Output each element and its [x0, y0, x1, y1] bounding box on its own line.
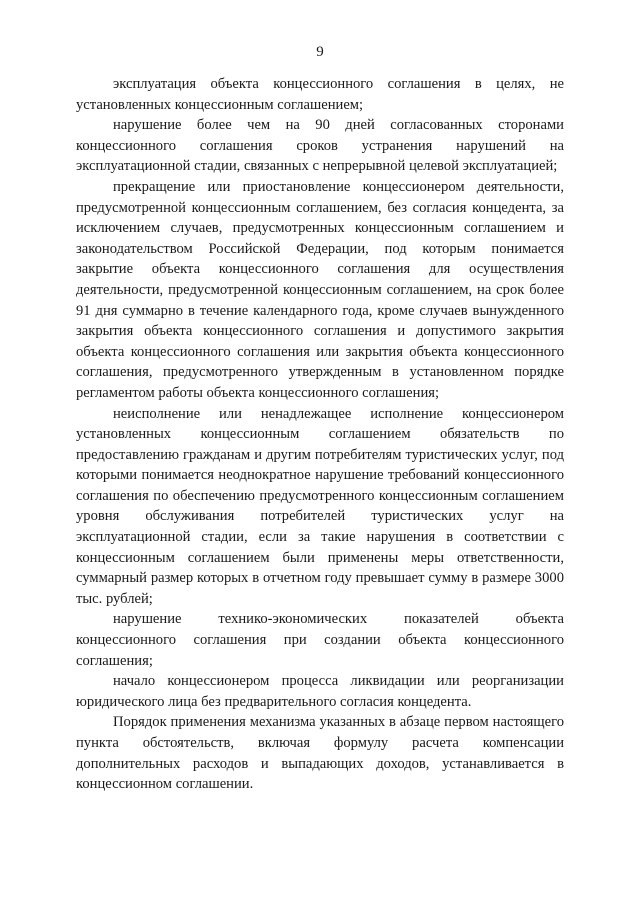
document-body: [76, 74, 564, 795]
paragraph-operation-misuse: эксплуатация объекта концессионного соглашения в целях, не установленных концессионным соглашением;: [76, 76, 564, 113]
paragraph-activity-suspension: прекращение или приостановление концессионером деятельности, предусмотренной концессионным соглашением, без согласия концедента, за исключением случаев, предусмотренных концессионным соглашением и законодательством Российской Федерации, под которым понимается закрытие объекта концессионного соглашения для осуществления деятельности, предусмотренной концессионным соглашением, на срок более 91 дня суммарно в течение календарного года, кроме случаев вынужденного закрытия объекта концессионного соглашения и допустимого закрытия объекта концессионного соглашения или закрытия объекта концессионного соглашения, предусмотренного утвержденным в установленном порядке регламентом работы объекта концессионного соглашения;: [76, 178, 564, 401]
paragraph-procedure: Порядок применения механизма указанных в абзаце первом настоящего пункта обстоятельств, включая формулу расчета компенсации дополнительных расходов и выпадающих доходов, устанавливается в концессионном соглашении.: [76, 714, 564, 793]
paragraph-technical-indicators: нарушение технико-экономических показателей объекта концессионного соглашения при создании объекта концессионного соглашения;: [76, 611, 564, 669]
paragraph-deadline-violation: нарушение более чем на 90 дней согласованных сторонами концессионного соглашения сроков устранения нарушений на эксплуатационной стадии, связанных с непрерывной целевой эксплуатацией;: [76, 117, 564, 175]
paragraph-liquidation: начало концессионером процесса ликвидации или реорганизации юридического лица без предварительного согласия концедента.: [76, 673, 564, 710]
paragraph-obligation-failure: неисполнение или ненадлежащее исполнение концессионером установленных концессионным соглашением обязательств по предоставлению гражданам и другим потребителям туристических услуг, под которыми понимается неоднократное нарушение требований концессионного соглашения по обеспечению предусмотренного концессионным соглашением уровня обслуживания потребителей туристических услуг на эксплуатационной стадии, если за такие нарушения в соответствии с концессионным соглашением были применены меры ответственности, суммарный размер которых в отчетном году превышает сумму в размере 3000 тыс. рублей;: [76, 405, 564, 607]
page-number: 9: [316, 44, 324, 60]
